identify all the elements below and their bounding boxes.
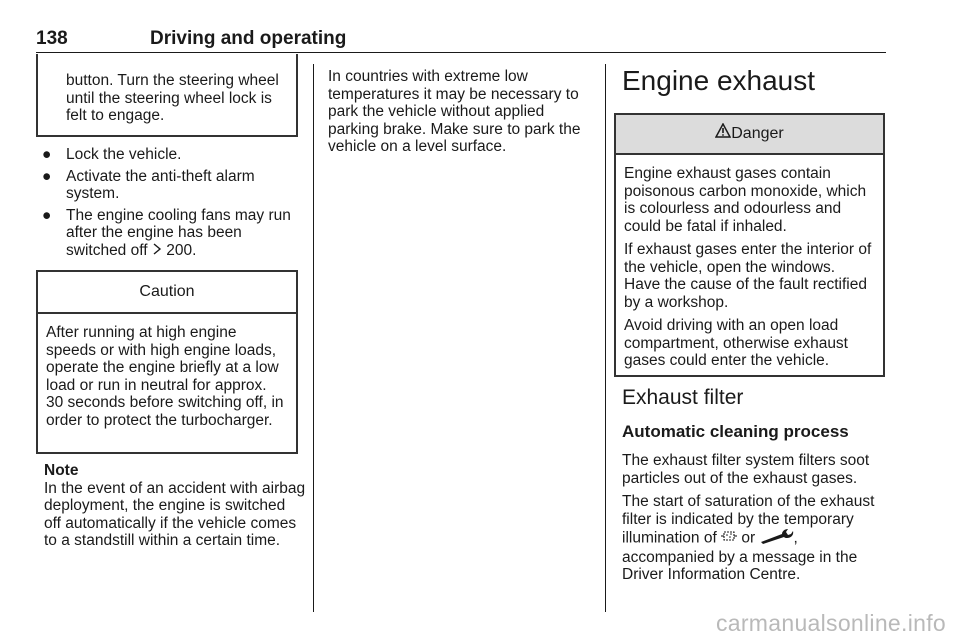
danger-paragraph: Avoid driving with an open load compartment, otherwise exhaust gases could enter the vehicle.	[624, 317, 848, 369]
heading-engine-exhaust: Engine exhaust	[622, 65, 816, 96]
para2-or: or	[741, 529, 756, 547]
danger-body	[616, 155, 883, 370]
list-item	[36, 146, 302, 164]
danger-paragraph: Engine exhaust gases contain poisonous carbon monoxide, which is colourless and odourless and could be fatal if inhaled.	[624, 165, 867, 235]
note-title: Note	[44, 462, 79, 479]
caution-body: After running at high engine speeds or with high engine loads, operate the engine briefly at a low load or run in neutral for approx. 30 seconds before switching off, in order to protect the turbocharger.	[46, 324, 284, 429]
exhaust-filter-para-2	[622, 493, 890, 584]
bullet-icon: ●	[42, 146, 52, 163]
column-divider-right	[605, 64, 606, 612]
bullet-list	[36, 146, 302, 259]
para2-text-a: The start of saturation of the exhaust filter is indicated by the temporary illumination of	[622, 493, 875, 547]
para2-text-b: , accompanied by a message in the Driver Information Centre.	[622, 529, 858, 583]
list-item	[36, 168, 302, 203]
danger-paragraph: If exhaust gases enter the interior of the vehicle, open the windows. Have the cause of the fault rectified by a workshop.	[624, 241, 872, 311]
exhaust-filter-icon	[721, 529, 737, 548]
caution-title: Caution	[38, 272, 296, 314]
bullet-icon: ●	[42, 206, 52, 224]
bullet-text: The engine cooling fans may run after the engine has been switched off	[66, 206, 291, 259]
bullet-text: Lock the vehicle.	[66, 146, 182, 163]
middle-paragraph: In countries with extreme low temperatures it may be necessary to park the vehicle without applied parking brake. Make sure to park the vehicle on a level surface.	[328, 68, 581, 155]
bullet-icon: ●	[42, 167, 52, 185]
page-number: 138	[36, 28, 68, 49]
page-header	[36, 26, 886, 53]
watermark: carmanualsonline.info	[715, 610, 946, 636]
exhaust-filter-para-1: The exhaust filter system filters soot particles out of the exhaust gases.	[622, 452, 870, 487]
heading-automatic-cleaning: Automatic cleaning process	[622, 422, 849, 441]
note-body: In the event of an accident with airbag deployment, the engine is switched off automatically if the vehicle comes to a standstill within a certain time.	[44, 479, 306, 549]
continued-box	[36, 54, 298, 137]
continued-box-text: button. Turn the steering wheel until the steering wheel lock is felt to engage.	[66, 72, 279, 124]
list-item	[36, 207, 302, 260]
service-wrench-icon	[760, 528, 794, 549]
danger-header	[616, 115, 883, 155]
danger-box	[614, 113, 885, 377]
column-divider-left	[313, 64, 314, 612]
page-reference-link[interactable]: 200.	[166, 241, 197, 259]
bullet-list-container	[36, 146, 302, 263]
bullet-text: Activate the anti-theft alarm system.	[66, 167, 255, 202]
note-block	[44, 462, 306, 550]
page-ref-arrow-icon[interactable]	[152, 242, 162, 260]
caution-box	[36, 270, 298, 454]
heading-exhaust-filter: Exhaust filter	[622, 386, 744, 409]
exhaust-filter-text	[622, 452, 890, 590]
warning-triangle-icon	[715, 115, 731, 153]
section-title: Driving and operating	[150, 28, 347, 49]
danger-title: Danger	[731, 125, 784, 143]
